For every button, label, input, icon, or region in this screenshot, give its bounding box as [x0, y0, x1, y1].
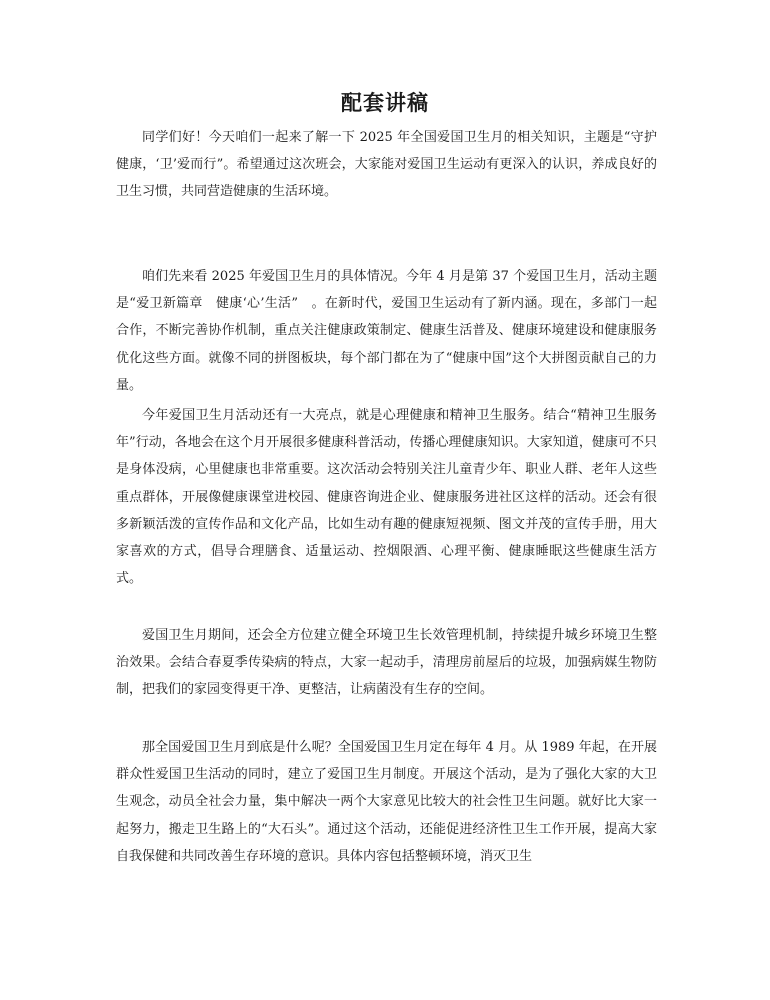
paragraph-mental-health: 今年爱国卫生月活动还有一大亮点，就是心理健康和精神卫生服务。结合“精神卫生服务年”行动，各地会在这个月开展很多健康科普活动，传播心理健康知识。大家知道，健康可不只是身体没病，心里健康也非常重要。这次活动会特别关注儿童青少年、职业人群、老年人这些重点群体，开展像健康课堂进校园、健康咨询进企业、健康服务进社区这样的活动。还会有很多新颖活泼的宣传作品和文化产品，比如生动有趣的健康短视频、图文并茂的宣传手册，用大家喜欢的方式，倡导合理膳食、适量运动、控烟限酒、心理平衡、健康睡眠这些健康生活方式。 [116, 408, 657, 587]
paragraph-environment: 爱国卫生月期间，还会全方位建立健全环境卫生长效管理机制，持续提升城乡环境卫生整治效果。会结合春夏季传染病的特点，大家一起动手，清理房前屋后的垃圾，加强病媒生物防制，把我们的家园变得更干净、更整洁，让病菌没有生存的空间。 [116, 628, 657, 698]
document-title: 配套讲稿 [341, 90, 429, 115]
paragraph-history: 那全国爱国卫生月到底是什么呢？全国爱国卫生月定在每年 4 月。从 1989 年起，在开展群众性爱国卫生活动的同时，建立了爱国卫生月制度。开展这个活动，是为了强化大家的大卫生观念，动员全社会力量，集中解决一两个大家意见比较大的社会性卫生问题。就好比大家一起努力，搬走卫生路上的“大石头”。通过这个活动，还能促进经济性卫生工作开展，提高大家自我保健和共同改善生存环境的意识。具体内容包括整顿环境，消灭卫生 [116, 740, 657, 864]
paragraph-intro: 同学们好！今天咱们一起来了解一下 2025 年全国爱国卫生月的相关知识，主题是“守护健康，‘卫’爱而行”。希望通过这次班会，大家能对爱国卫生运动有更深入的认识，养成良好的卫生习惯，共同营造健康的生活环境。 [116, 130, 657, 200]
paragraph-2025-theme: 咱们先来看 2025 年爱国卫生月的具体情况。今年 4 月是第 37 个爱国卫生月，活动主题是“爱卫新篇章 健康‘心’生活” 。在新时代，爱国卫生运动有了新内涵。现在，多部门一起合作，不断完善协作机制，重点关注健康政策制定、健康生活普及、健康环境建设和健康服务优化这些方面。就像不同的拼图板块，每个部门都在为了“健康中国”这个大拼图贡献自己的力量。 [116, 269, 657, 393]
